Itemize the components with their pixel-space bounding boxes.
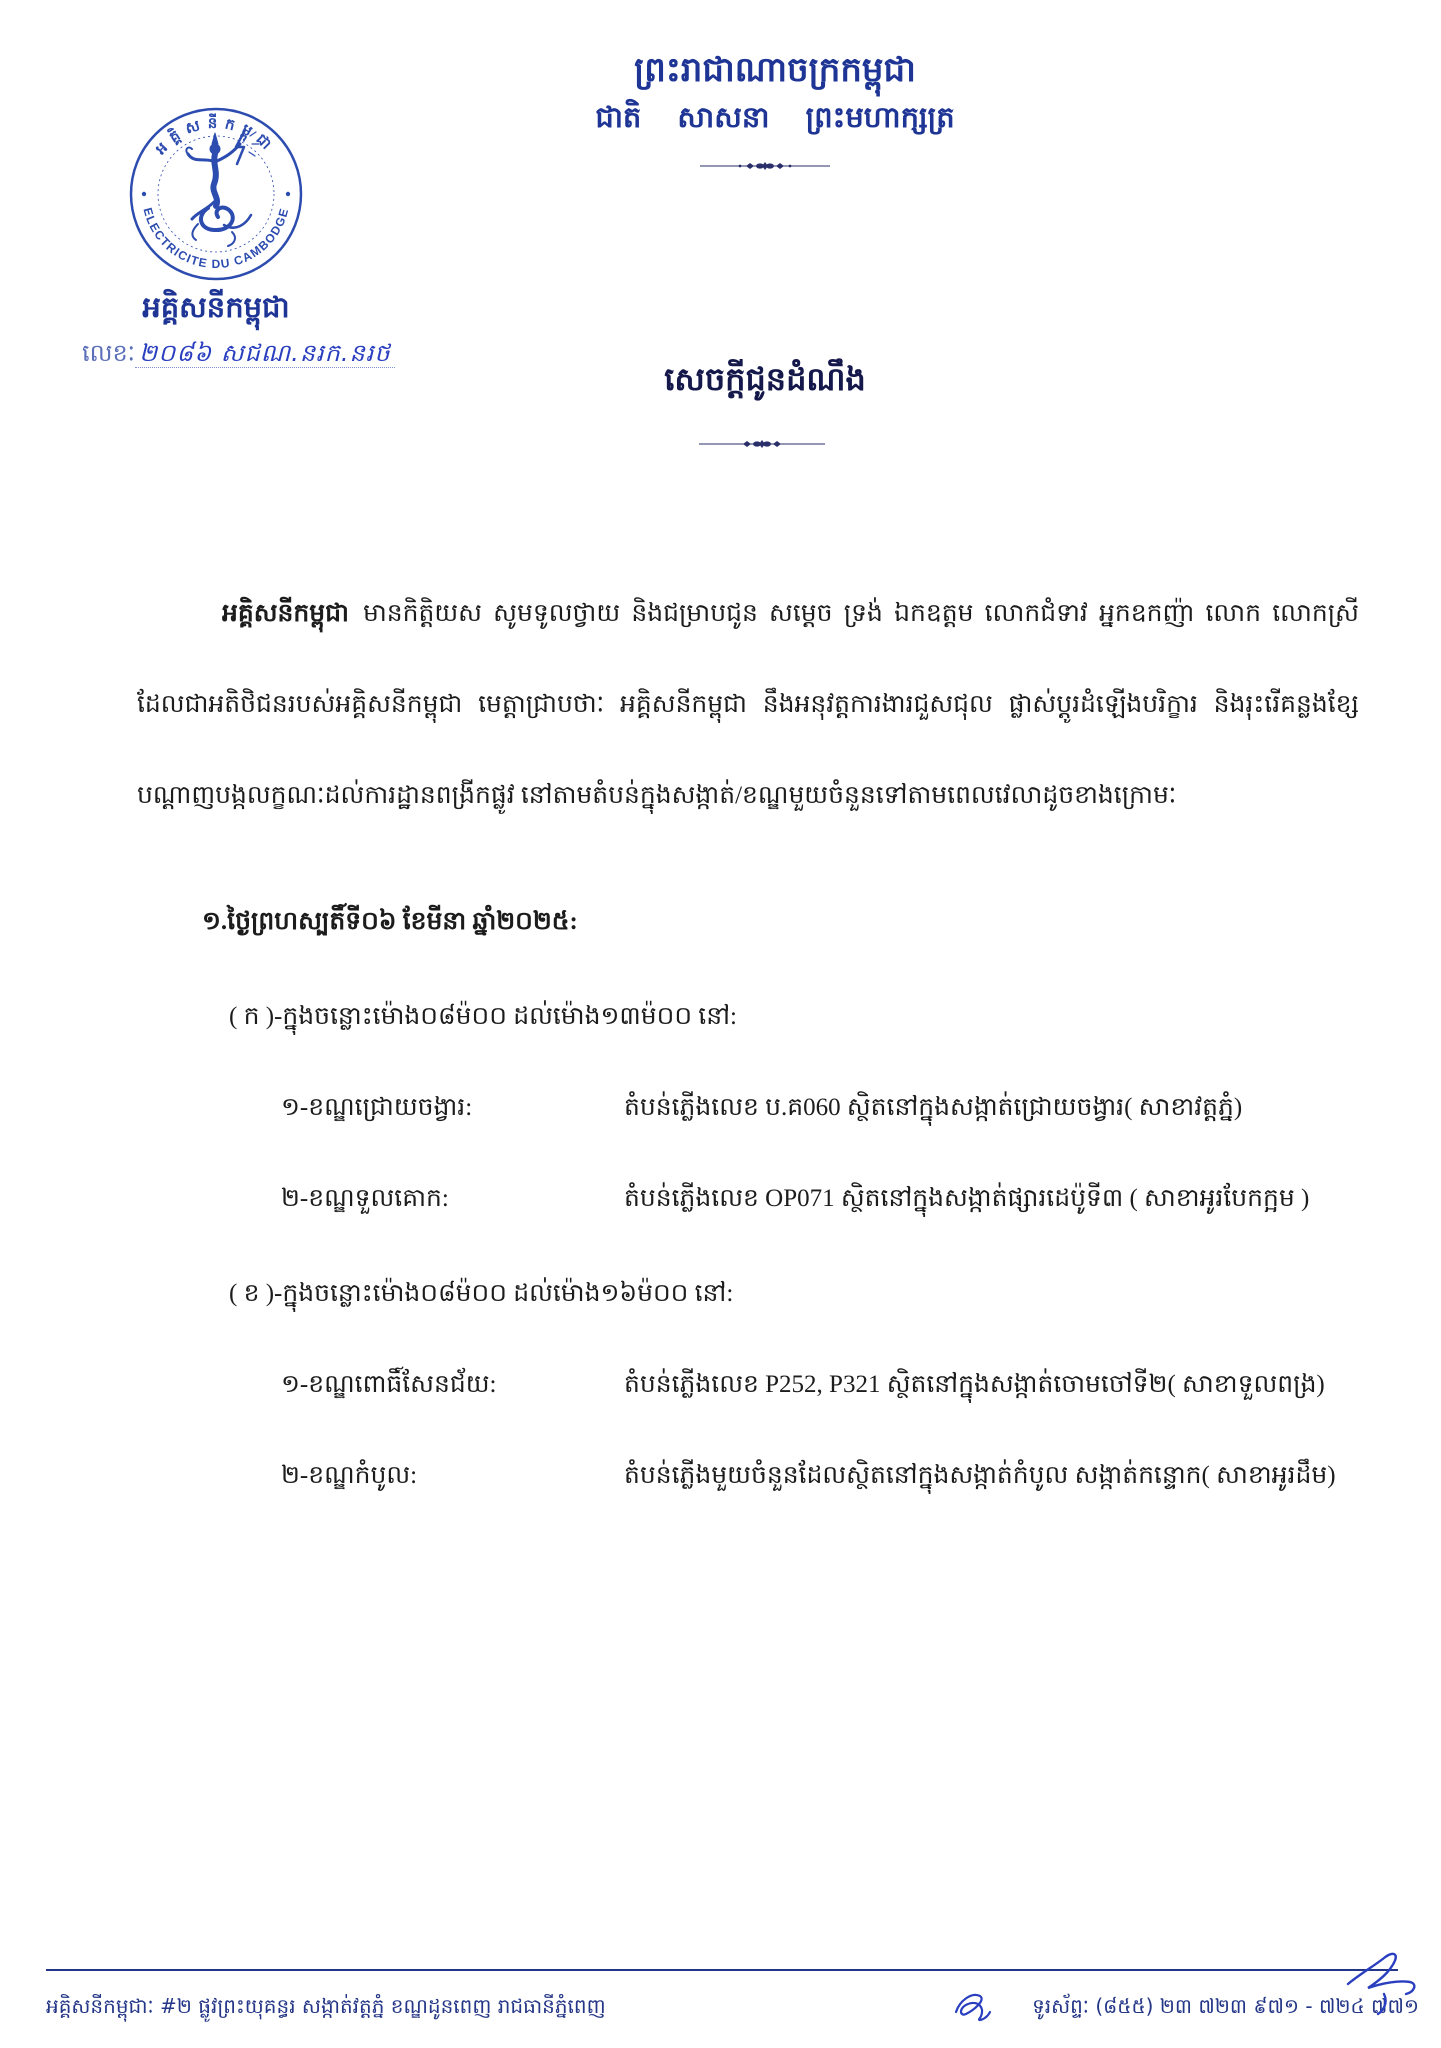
footer-address: អគ្គិសនីកម្ពុជាៈ #២ ផ្លូវព្រះយុគន្ធរ សង្កាត់វត្តភ្នំ ខណ្ឌដូនពេញ រាជធានីភ្នំពេញ xyxy=(46,1994,606,2018)
ornament-divider-icon xyxy=(700,158,830,174)
schedule-day-heading: ១.ថ្ងៃព្រហស្បតិ៍ទី០៦ ខែមីនា ឆ្នាំ២០២៥: xyxy=(202,908,578,935)
logo-arc-bottom-text: ELECTRICITE DU CAMBODGE xyxy=(140,206,292,272)
kingdom-title: ព្រះរាជាណាចក្រកម្ពុជា xyxy=(634,50,916,90)
reference-handwritten-number: ២០៨៦ សជណ.នរក.នរថ xyxy=(135,339,395,368)
edc-logo-emblem xyxy=(128,106,304,282)
area-row xyxy=(281,1062,1359,1153)
notice-body xyxy=(137,568,1359,1521)
time-period-label: ( ខ )-ក្នុងចន្លោះម៉ោង០៨ម៉០០ ដល់ម៉ោង១៦ម៉០០ នៅ: xyxy=(229,1280,734,1307)
area-row xyxy=(281,1339,1359,1430)
intro-paragraph xyxy=(137,568,1359,841)
reference-label: លេខៈ xyxy=(82,339,136,367)
area-district: ១-ខណ្ឌជ្រោយចង្វារ: xyxy=(281,1094,473,1121)
intro-lead: អគ្គិសនីកម្ពុជា xyxy=(222,600,349,627)
area-detail: តំបន់ភ្លើងលេខ OP071 ស្ថិតនៅក្នុងសង្កាត់ផ្សារដេប៉ូទី៣ ( សាខាអូរបែកក្អម ) xyxy=(624,1185,1310,1212)
area-district: ២-ខណ្ឌកំបូល: xyxy=(281,1462,418,1489)
area-detail: តំបន់ភ្លើងមួយចំនួនដែលស្ថិតនៅក្នុងសង្កាត់កំបូល សង្កាត់កន្ទោក( សាខាអូរដឹម) xyxy=(624,1462,1336,1489)
area-detail: តំបន់ភ្លើងលេខ ប.គ060 ស្ថិតនៅក្នុងសង្កាត់ជ្រោយចង្វារ( សាខាវត្តភ្នំ) xyxy=(624,1094,1243,1121)
issuer-name: អគ្គិសនីកម្ពុជា xyxy=(142,290,290,324)
time-period-label: ( ក )-ក្នុងចន្លោះម៉ោង០៨ម៉០០ ដល់ម៉ោង១៣ម៉០០ នៅ: xyxy=(229,1003,737,1030)
footer-rule xyxy=(46,1969,1398,1971)
handwritten-signature-icon xyxy=(1340,1944,1430,2020)
apsara-figure-icon xyxy=(186,130,259,246)
area-detail: តំបន់ភ្លើងលេខ P252, P321 ស្ថិតនៅក្នុងសង្កាត់ចោមចៅទី២( សាខាទួលពង្រ) xyxy=(624,1371,1325,1398)
area-district: ២-ខណ្ឌទួលគោក: xyxy=(281,1185,449,1212)
reference-number xyxy=(82,333,395,373)
area-row xyxy=(281,1430,1359,1521)
footer-phone: ទូរស័ព្ទៈ (៨៥៥) ២៣ ៧២៣ ៩៧១ - ៧២៤ ៧៧១ xyxy=(1032,1994,1419,2018)
intro-text: មានកិត្តិយស សូមទូលថ្វាយ និងជម្រាបជូន សម្តេច ទ្រង់ ឯកឧត្តម លោកជំទាវ អ្នកឧកញ៉ា លោក លោកស្រី ដែលជាអតិថិជនរបស់អគ្គិសនីកម្ពុជា មេត្តាជ្រាបថាៈ អគ្គិសនីកម្ពុជា នឹងអនុវត្តការងារជួសជុល ផ្លាស់ប្តូរដំឡើងបរិក្ខារ និងរុះរើគន្លងខ្សែបណ្តាញបង្កលក្ខណៈដល់ការដ្ឋានពង្រីកផ្លូវ នៅតាមតំបន់ក្នុងសង្កាត់/ខណ្ឌមួយចំនួនទៅតាមពេលវេលាដូចខាងក្រោមៈ xyxy=(137,600,1359,809)
area-row xyxy=(281,1153,1359,1244)
initials-signature-icon xyxy=(950,1982,994,2024)
ornament-divider-icon xyxy=(699,436,825,452)
document-title: សេចក្តីជូនដំណឹង xyxy=(664,360,866,398)
area-district: ១-ខណ្ឌពោធិ៍សែនជ័យ: xyxy=(281,1371,497,1398)
logo-arc-top-text: អគ្គិសនីកម្ពុជា xyxy=(151,114,281,159)
national-motto: ជាតិ សាសនា ព្រះមហាក្សត្រ xyxy=(595,100,955,134)
